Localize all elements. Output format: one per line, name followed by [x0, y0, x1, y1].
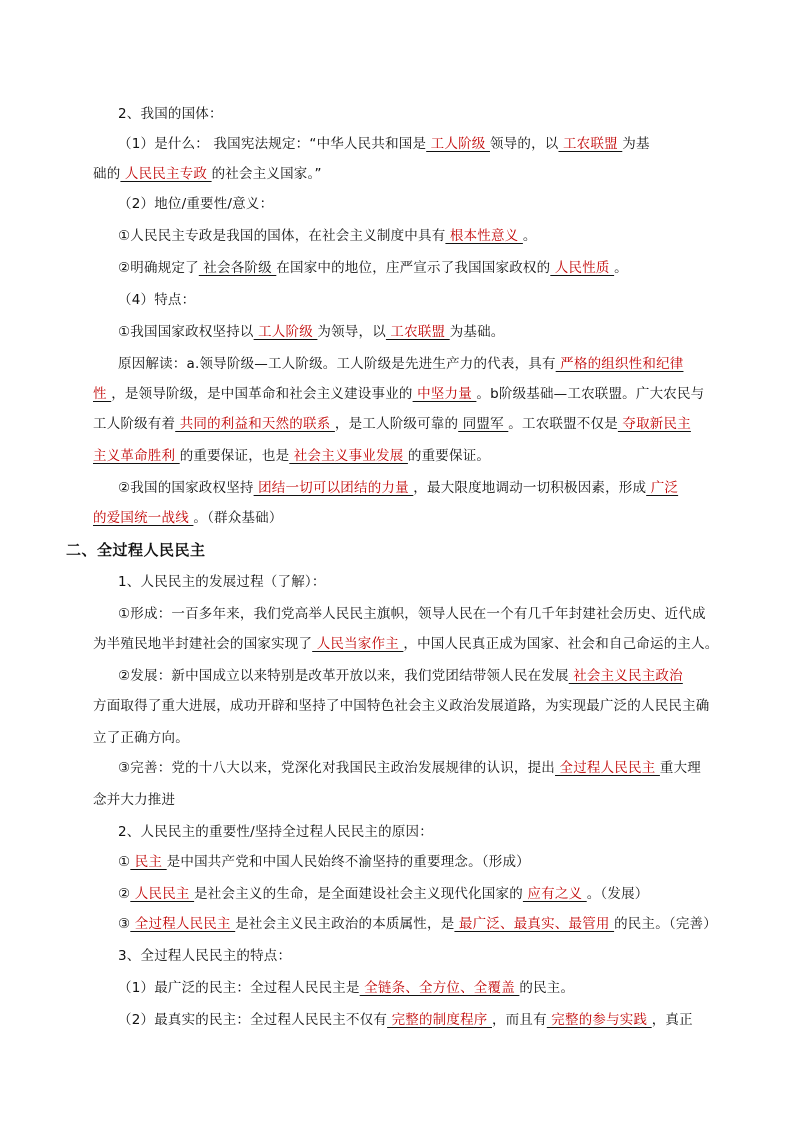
text-line	[118, 604, 706, 624]
text-segment: 的重要保证。	[407, 448, 491, 464]
text-line	[118, 978, 574, 998]
answer-blank: 团结一切可以团结的力量	[253, 480, 414, 496]
text-line	[93, 414, 691, 434]
answer-blank: 社会主义民主政治	[568, 668, 683, 684]
text-segment: （2）地位/重要性/意义：	[118, 196, 274, 212]
text-segment: ②	[118, 886, 131, 902]
text-segment: 。（发展）	[586, 886, 649, 902]
text-segment: 3、全过程人民民主的特点：	[118, 948, 292, 964]
answer-blank: 工农联盟	[558, 136, 623, 152]
answer-blank: 主义革命胜利	[93, 448, 180, 464]
text-segment: 为基础。	[449, 324, 505, 340]
text-segment: 的社会主义国家。”	[211, 166, 322, 182]
answer-blank: 的爱国统一战线	[93, 510, 194, 526]
text-segment: 。工农联盟不仅是	[508, 416, 618, 432]
answer-blank: 人民当家作主	[312, 636, 404, 652]
text-segment: 2、我国的国体：	[118, 106, 223, 122]
answer-blank: 性	[93, 386, 112, 402]
text-line	[118, 322, 505, 342]
answer-blank: 社会主义事业发展	[289, 448, 408, 464]
text-line	[93, 508, 283, 528]
answer-blank: 全过程人民民主	[130, 916, 236, 932]
text-line	[118, 946, 291, 966]
answer-blank: 应有之义	[522, 886, 587, 902]
text-segment: 是社会主义民主政治的本质属性，是	[235, 916, 455, 932]
answer-blank: 全过程人民民主	[555, 760, 660, 776]
text-line	[118, 914, 717, 934]
text-line	[118, 852, 530, 872]
answer-blank: 共同的利益和天然的联系	[175, 416, 335, 432]
text-segment: ，中国人民真正成为国家、社会和自己命运的主人。	[403, 636, 719, 652]
text-segment: 础的	[93, 166, 121, 182]
text-line	[118, 194, 273, 214]
text-line	[93, 790, 175, 810]
section-heading	[66, 540, 206, 560]
text-segment: 为半殖民地半封建社会的国家实现了	[93, 636, 313, 652]
text-line	[93, 384, 704, 404]
answer-blank: 完整的制度程序	[387, 1012, 492, 1028]
text-line	[93, 634, 719, 654]
text-line	[118, 822, 433, 842]
text-segment: ①人民民主专政是我国的国体，在社会主义制度中具有	[118, 228, 446, 244]
text-segment: 方面取得了重大进展，成功开辟和坚持了中国特色社会主义政治发展道路，为实现最广泛的人民民主确	[93, 698, 710, 714]
text-segment: 重大理	[659, 760, 702, 776]
text-segment: 的民主。（完善）	[614, 916, 717, 932]
text-segment: 工人阶级有着	[93, 416, 176, 432]
text-segment: 为基	[622, 136, 650, 152]
text-segment: （1）最广泛的民主：全过程人民民主是	[118, 980, 360, 996]
text-line	[118, 354, 683, 374]
text-line	[118, 104, 223, 124]
text-segment: ，是领导阶级，是中国革命和社会主义建设事业的	[111, 386, 413, 402]
text-line	[118, 758, 701, 778]
answer-blank: 工人阶级	[253, 324, 318, 340]
answer-blank: 全链条、全方位、全覆盖	[359, 980, 520, 996]
text-segment: 念并大力推进	[93, 792, 176, 808]
text-segment: 原因解读：a.领导阶级—工人阶级。工人阶级是先进生产力的代表，具有	[118, 356, 556, 372]
answer-blank: 严格的组织性和纪律	[555, 356, 684, 372]
text-line	[93, 446, 490, 466]
text-line	[118, 478, 678, 498]
text-line	[118, 290, 195, 310]
text-segment: 立了正确方向。	[93, 730, 189, 746]
text-segment: ①	[118, 854, 131, 870]
text-segment: 二、全过程人民民主	[66, 541, 206, 559]
text-segment: （4）特点：	[118, 292, 196, 308]
text-segment: （1）是什么： 我国宪法规定：“中华人民共和国是	[118, 136, 427, 152]
text-segment: ，而且有	[491, 1012, 547, 1028]
text-segment: 。	[614, 260, 628, 276]
answer-blank: 根本性意义	[445, 228, 523, 244]
answer-blank: 人民性质	[550, 260, 615, 276]
text-line	[118, 884, 648, 904]
answer-blank: 完整的参与实践	[546, 1012, 652, 1028]
text-segment: 。（群众基础）	[193, 510, 283, 526]
text-segment: 在国家中的地位，庄严宣示了我国国家政权的	[276, 260, 551, 276]
answer-blank: 中坚力量	[412, 386, 477, 402]
text-line	[118, 258, 628, 278]
answer-blank: 人民民主	[130, 886, 195, 902]
text-line	[118, 134, 650, 154]
answer-blank: 民主	[130, 854, 167, 870]
text-line	[118, 572, 326, 592]
text-line	[118, 666, 683, 686]
underline-blank: 同盟军	[458, 416, 509, 432]
text-segment: ①我国国家政权坚持以	[118, 324, 254, 340]
text-segment: 的重要保证，也是	[179, 448, 290, 464]
text-segment: 的民主。	[519, 980, 575, 996]
text-segment: 1、人民民主的发展过程（了解）：	[118, 574, 326, 590]
text-line	[93, 728, 189, 748]
text-segment: 2、人民民主的重要性/坚持全过程人民民主的原因：	[118, 824, 433, 840]
text-segment: ，最大限度地调动一切积极因素，形成	[413, 480, 647, 496]
answer-blank: 夺取新民主	[617, 416, 691, 432]
text-segment: 为领导，以	[317, 324, 386, 340]
text-segment: 。b阶级基础—工农联盟。广大农民与	[476, 386, 705, 402]
text-segment: ③完善：党的十八大以来，党深化对我国民主政治发展规律的认识，提出	[118, 760, 556, 776]
text-line	[93, 696, 710, 716]
text-segment: ③	[118, 916, 131, 932]
text-segment: ，真正	[651, 1012, 693, 1028]
text-segment: （2）最真实的民主：全过程人民民主不仅有	[118, 1012, 388, 1028]
text-segment: 领导的，以	[489, 136, 559, 152]
text-segment: ②明确规定了	[118, 260, 199, 276]
text-segment: 是中国共产党和中国人民始终不渝坚持的重要理念。（形成）	[166, 854, 530, 870]
text-line	[118, 226, 537, 246]
text-segment: ，是工人阶级可靠的	[334, 416, 459, 432]
text-segment: 。	[522, 228, 537, 244]
answer-blank: 工人阶级	[426, 136, 490, 152]
answer-blank: 最广泛、最真实、最管用	[454, 916, 615, 932]
answer-blank: 广泛	[646, 480, 679, 496]
text-line	[118, 1010, 693, 1030]
underline-blank: 社会各阶级	[198, 260, 277, 276]
text-segment: ②发展：新中国成立以来特别是改革开放以来，我们党团结带领人民在发展	[118, 668, 569, 684]
text-segment: ②我国的国家政权坚持	[118, 480, 254, 496]
answer-blank: 工农联盟	[385, 324, 450, 340]
text-line	[93, 164, 322, 184]
text-segment: ①形成：一百多年来，我们党高举人民民主旗帜，领导人民在一个有几千年封建社会历史、近代成	[118, 606, 706, 622]
answer-blank: 人民民主专政	[120, 166, 212, 182]
text-segment: 是社会主义的生命，是全面建设社会主义现代化国家的	[194, 886, 523, 902]
